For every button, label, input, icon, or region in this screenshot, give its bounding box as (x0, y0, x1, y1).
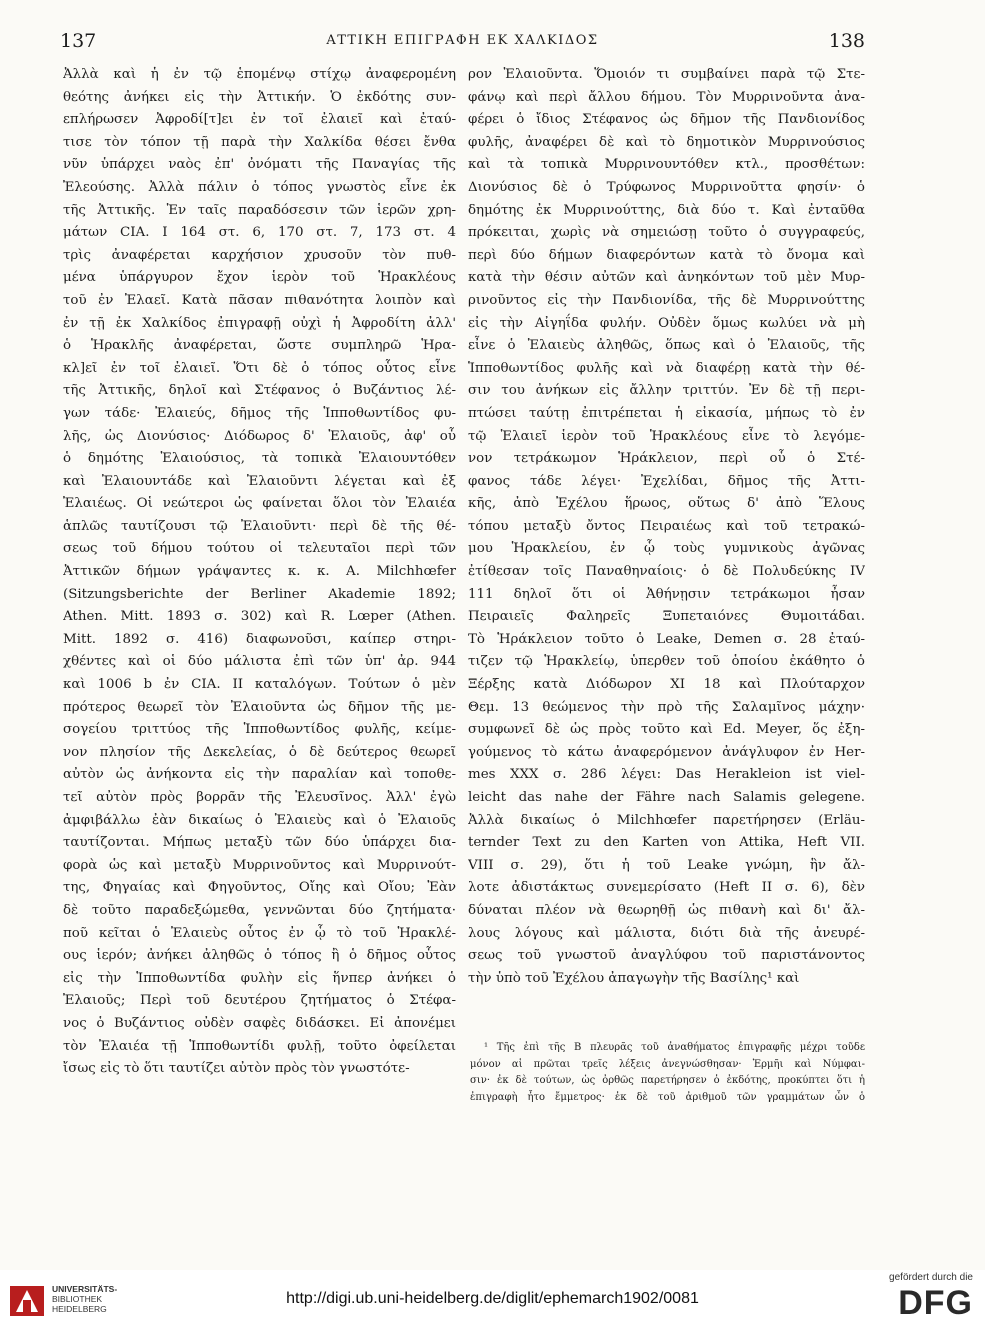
text-line: λῆς, ὡς Διονύσιος· Διόδωρος δ' Ἐλαιοῦς, ἀφ' οὗ (63, 428, 456, 444)
text-line: Διονύσιος δὲ ὁ Τρύφωνος Μυρρινοῦττα φησίν· ὁ (468, 179, 865, 195)
text-line: Ξέρξης κατὰ Διόδωρον XI 18 καὶ Πλούταρχον (468, 677, 865, 693)
text-line: ἴσως εἰς τὸ ὅτι ταυτίζει αὐτὸν πρὸς τὸν γνωστότε- (63, 1061, 410, 1077)
text-line: (Sitzungsberichte der Berliner Akademie 1892; (63, 586, 456, 602)
funding-caption: gefördert durch die (889, 1272, 973, 1283)
text-line: τρὶς ἀναφέρεται καρχήσιον χρυσοῦν τὸν πυθ- (63, 247, 456, 263)
text-line: θεότης ἀνήκει εἰς τὴν Ἀττικήν. Ὁ ἐκδότης συν- (63, 89, 456, 105)
text-line: ἐν τῇ ἐκ Χαλκίδος ἐπιγραφῇ οὐχὶ ἡ Ἀφροδίτη ἀλλ' (63, 315, 456, 331)
text-line: φορὰ ὡς καὶ μεταξὺ Μυρρινοῦντος καὶ Μυρρινούτ- (63, 857, 456, 873)
text-line: γων τάδε· Ἐλαιεύς, δῆμος τῆς Ἱπποθωντίδος φυ- (63, 405, 456, 421)
text-line: δημότης ἐκ Μυρρινούττης, διὰ δύο τ. Καὶ ἐνταῦθα (468, 202, 865, 218)
footnote-line: σιν· ἐκ δὲ τούτων, ὡς ὀρθῶς παρετήρησεν ὁ ἐκδότης, προκύπτει ὅτι ἡ (470, 1075, 865, 1086)
source-url-link[interactable]: http://digi.ub.uni-heidelberg.de/diglit/ephemarch1902/0081 (286, 1290, 699, 1307)
text-line: φέρει ὁ ἴδιος Στέφανος ὡς δῆμον τῆς Πανδιονίδος (468, 112, 865, 128)
page-number-right: 138 (828, 30, 865, 52)
text-line: νον πλησίον τῆς Δεκελείας, ὁ δὲ δεύτερος θεωρεῖ (63, 744, 456, 760)
text-line: νος ὁ Βυζάντιος οὐδὲν σαφὲς διδάσκει. Εἰ ἀπονέμει (63, 1015, 456, 1031)
text-line: της, Φηγαίας καὶ Φηγοῦντος, Οἴης καὶ Οἴου; Ἐὰν (63, 880, 456, 896)
text-line: ternder Text zu den Karten von Attika, Heft VII. (468, 835, 865, 851)
text-line: καὶ τὰ τοπικὰ Μυρρινουντόθεν κτλ., προσθέτων: (468, 157, 865, 173)
right-column (468, 64, 865, 990)
text-line: τοῦ ἐν Ἐλαεῖ. Κατὰ πᾶσαν πιθανότητα λοιπὸν καὶ (63, 292, 456, 308)
text-line: τὸν Ἐλαιέα τῇ Ἱπποθωντίδι φυλῇ, τοῦτο ὀφείλεται (63, 1038, 456, 1054)
text-line: τὴν ὑπὸ τοῦ Ἐχέλου ἀπαγωγὴν τῆς Βασίλης¹ καὶ (468, 970, 800, 986)
text-line: ποῦ κεῖται ὁ Ἐλαιεὺς οὗτος ἐν ᾧ τὸ τοῦ Ἡρακλέ- (63, 925, 456, 941)
text-line: τιζεν τῷ Ἡρακλείῳ, ὑπερθεν τοῦ ὁποίου ἐκάθητο ὁ (468, 654, 865, 670)
text-line: φανος τάδε λέγει· Ἐχελίδαι, δῆμος τῆς Ἀττι- (468, 473, 865, 489)
library-name-line2: BIBLIOTHEK (52, 1294, 103, 1304)
text-line: αὐτὸν ὡς ἀνήκοντα εἰς τὴν παραλίαν καὶ τοποθε- (63, 767, 456, 783)
text-line: Ἱπποθωντίδος φυλῆς καὶ νὰ διαφέρῃ κατὰ τὴν θέ- (468, 360, 865, 376)
page-number-left: 137 (60, 30, 97, 52)
text-line: ὁ δημότης Ἐλαιούσιος, τὰ τοπικὰ Ἐλαιουντόθεν (63, 451, 456, 467)
text-line: ὁ Ἡρακλῆς ἀναφέρεται, ὥστε συμπληρῶ Ἡρα- (63, 338, 456, 354)
text-line: κλ]εῖ ἐν τοῖ ἐλαιεῖ. Ὅτι δὲ ὁ τόπος οὗτος εἶνε (63, 360, 456, 376)
text-line: τῷ Ἐλαιεῖ ἱερὸν τοῦ Ἡρακλέους εἶνε τὸ λεγόμε- (468, 428, 865, 444)
footer-bar (0, 1270, 985, 1323)
library-name-line1: UNIVERSITÄTS- (52, 1284, 118, 1294)
footnote (470, 1040, 865, 1106)
text-line: καὶ Ἐλαιουντάδε καὶ Ἐλαιοῦντι λέγεται καὶ ἐξ (63, 473, 456, 489)
text-line: εἶνε ὁ Ἐλαιεὺς ἀληθῶς, ὅπως καὶ ὁ Ἐλαιοῦς, τῆς (468, 338, 865, 354)
text-line: Mitt. 1892 σ. 416) διαφωνοῦσι, καίπερ στηρι- (63, 631, 456, 647)
text-line: Ἀλλὰ δικαίως ὁ Milchhœfer παρετήρησεν (Erläu- (468, 812, 865, 828)
footnote-line: μόνον αἱ πρῶται τρεῖς λέξεις ἀνεγνώσθησαν· Ἑρμῆι καὶ Νύμφαι- (470, 1058, 865, 1070)
text-line: leicht das nahe der Fähre nach Salamis gelegene. (468, 790, 865, 805)
text-line: δὲ τοῦτο παραδεξώμεθα, γεννῶνται δύο ζητήματα· (63, 902, 456, 918)
footnote-line: ἐπιγραφὴ ἦτο ἔμμετρος· ἐκ δὲ τοῦ ἀριθμοῦ τῶν γραμμάτων ὧν ὁ (470, 1091, 865, 1103)
text-line: VIII σ. 29), ὅτι ἡ τοῦ Leake γνώμη, ἣν ἄλ- (468, 857, 865, 873)
text-line: μου Ἡρακλείου, ἐν ᾧ τοὺς γυμνικοὺς ἀγῶνας (468, 541, 865, 557)
text-line: τεῖ αὐτὸν πρὸς βορρᾶν τῆς Ἐλευσῖνος. Ἀλλ' ἐγὼ (63, 790, 456, 805)
text-line: χθέντες καὶ οἱ δύο μάλιστα ἐπὶ τῶν ὑπ' ἀρ. 944 (63, 654, 456, 670)
text-line: ταυτίζονται. Μήπως μεταξὺ τῶν δύο ὑπάρχει δια- (63, 835, 456, 851)
dfg-logo: DFG (898, 1284, 973, 1322)
text-line: Ἀττικῶν δήμων γράψαντες κ. κ. A. Milchhœfer (63, 564, 456, 580)
text-line: ρον Ἐλαιοῦντα. Ὅμοιόν τι συμβαίνει παρὰ τῷ Στε- (468, 67, 865, 82)
text-line: ἁπλῶς ταυτίζουσι τῷ Ἐλαιοῦντι· περὶ δὲ τῆς θέ- (63, 518, 456, 534)
text-line: εἰς τὴν Αἰγηΐδα φυλήν. Οὐδὲν ὅμως κωλύει νὰ μὴ (468, 315, 865, 331)
text-line: πρόκειται, χωρὶς νὰ σημειώσῃ τοῦτο ὁ συγγραφεύς, (468, 225, 865, 241)
page-header (60, 30, 865, 52)
text-line: τισε τὸν τόπον τῇ παρὰ τὴν Χαλκίδα θέσει ἔνθα (63, 134, 456, 150)
text-line: πτώσει ταύτῃ ἐπιτρέπεται ἡ εἰκασία, μήπως τὸ ἐν (468, 405, 865, 421)
running-title: ΑΤΤΙΚΗ ΕΠΙΓΡΑΦΗ ΕΚ ΧΑΛΚΙΔΟΣ (326, 33, 599, 48)
text-line: Τὸ Ἡράκλειον τοῦτο ὁ Leake, Demen σ. 28 ἐταύ- (468, 631, 865, 647)
text-line: σεως τοῦ γνωστοῦ ἀναγλύφου τοῦ παριστάνοντος (468, 948, 865, 964)
text-line: γούμενος τὸ κάτω ἀναφερόμενον ἀνάγλυφον ἐν Her- (468, 744, 865, 760)
text-line: περὶ δύο δήμων διαφερόντων κατὰ τὸ ὄνομα καὶ (468, 247, 865, 263)
text-line: εἰς τὴν Ἱπποθωντίδα φυλὴν εἰς ἥνπερ ἀνήκει ὁ (63, 970, 456, 986)
text-line: σεως τοῦ δήμου τούτου οἱ τελευταῖοι περὶ τῶν (63, 541, 456, 557)
left-column (63, 64, 456, 1081)
text-line: Θεμ. 13 θεώμενος τὴν πρὸ τῆς Σαλαμῖνος μάχην· (468, 699, 865, 715)
text-line: τῆς Ἀττικῆς, δηλοῖ καὶ Στέφανος ὁ Βυζάντιος λέ- (63, 383, 456, 399)
text-line: ἐτίθεσαν τοῖς Παναθηναίοις· ὁ δὲ Πολυδεύκης IV (468, 564, 865, 580)
text-line: κατὰ τὴν θέσιν αὐτῶν καὶ ἀνηκόντων τοῦ μὲν Μυρ- (468, 270, 865, 286)
text-line: φάνῳ καὶ περὶ ἄλλου δήμου. Τὸν Μυρρινοῦντα ἀνα- (468, 89, 865, 105)
text-line: τῆς Ἀττικῆς. Ἐν ταῖς παραδόσεσιν τῶν ἱερῶν χρη- (63, 202, 456, 218)
text-line: επλήρωσεν Ἀφροδί[τ]ει ἐν τοῖ ἐλαιεῖ καὶ ἐταύ- (63, 112, 456, 128)
text-line: ους ἱερόν; ἀνήκει ἀληθῶς ὁ τόπος ἢ ὁ δῆμος οὗτος (63, 948, 456, 964)
text-line: δύναται πλέον νὰ θεωρηθῇ ὡς πιθανὴ καὶ δι' ἄλ- (468, 902, 865, 918)
text-line: Athen. Mitt. 1893 σ. 302) καὶ R. Lœper (Athen. (63, 609, 456, 625)
text-line: νον τετράκωμον Ἡράκλειον, περὶ οὗ ὁ Στέ- (468, 451, 865, 467)
text-line: mes XXX σ. 286 λέγει: Das Herakleion ist viel- (468, 767, 865, 783)
text-line: λοτε ἀδιστάκτως συνεμερίσατο (Heft II σ. 6), δὲν (468, 880, 865, 896)
text-line: Ἐλαιοῦς; Περὶ τοῦ δευτέρου ζητήματος ὁ Στέφα- (63, 993, 456, 1009)
footnote-line: ¹ Τῆς ἐπὶ τῆς B πλευρᾶς τοῦ ἀναθήματος ἐπιγραφῆς μέχρι τοῦδε (484, 1042, 865, 1053)
text-line: μένα ὑπάργυρον ἔχον ἱερὸν τοῦ Ἡρακλέους (63, 270, 456, 286)
text-line: νῦν ὑπάρχει ναὸς ἐπ' ὀνόματι τῆς Παναγίας τῆς (63, 157, 456, 173)
text-line: φυλῆς, ἀναφέρει δὲ καὶ τὸ δημοτικὸν Μυρρινούσιος (468, 134, 865, 150)
text-line: καὶ 1006 b ἐν CIA. II καταλόγων. Τούτων ὁ μὲν (63, 677, 456, 693)
text-line: κῆς, ἀπὸ Ἐχέλου ἥρωος, οὕτως δ' ἀπὸ Ἕλους (468, 496, 865, 512)
text-line: σιν του ἀνήκων εἰς ἄλλην τριττύν. Ἐν δὲ τῇ περι- (468, 383, 865, 399)
text-line: ρινοῦντος εἰς τὴν Πανδιονίδα, τῆς δὲ Μυρρινούττης (468, 292, 865, 308)
text-line: 111 δηλοῖ ὅτι οἱ Ἀθήνῃσιν τετράκωμοι ἦσαν (468, 586, 865, 602)
text-line: τόπου μεταξὺ ὄντος Πειραιέως καὶ τοῦ τετρακώ- (468, 518, 865, 534)
library-name-line3: HEIDELBERG (52, 1304, 107, 1314)
text-line: Ἐλεούσης. Ἀλλὰ πάλιν ὁ τόπος γνωστὸς εἶνε ἐκ (63, 179, 456, 195)
text-line: συμφωνεῖ δὲ ὡς πρὸς τοῦτο καὶ Ed. Meyer, ὅς ἐξη- (468, 722, 865, 738)
text-line: Πειραιεῖς Φαληρεῖς Ξυπεταιόνες Θυμοιτάδαι. (468, 609, 865, 625)
text-line: Ἐλαιέως. Οἱ νεώτεροι ὡς φαίνεται ὅλοι τὸν Ἐλαιέα (63, 496, 456, 512)
text-line: μάτων CIA. I 164 στ. 6, 170 στ. 7, 173 στ. 4 (63, 225, 456, 241)
text-line: πρότερος θεωρεῖ τὸν Ἐλαιοῦντα ὡς δῆμον τῆς με- (63, 699, 456, 715)
text-line: λους λόγους καὶ μάλιστα, διότι διὰ τῆς ἀνευρέ- (468, 925, 865, 941)
text-line: ἀμφιβάλλω ἐὰν δικαίως ὁ Ἐλαιεὺς καὶ ὁ Ἐλαιοῦς (63, 812, 456, 828)
text-line: σογείου τριττύος τῆς Ἱπποθωντίδος φυλῆς, κείμε- (63, 722, 456, 738)
text-line: Ἀλλὰ καὶ ἡ ἐν τῷ ἑπομένῳ στίχῳ ἀναφερομένη (63, 67, 456, 82)
